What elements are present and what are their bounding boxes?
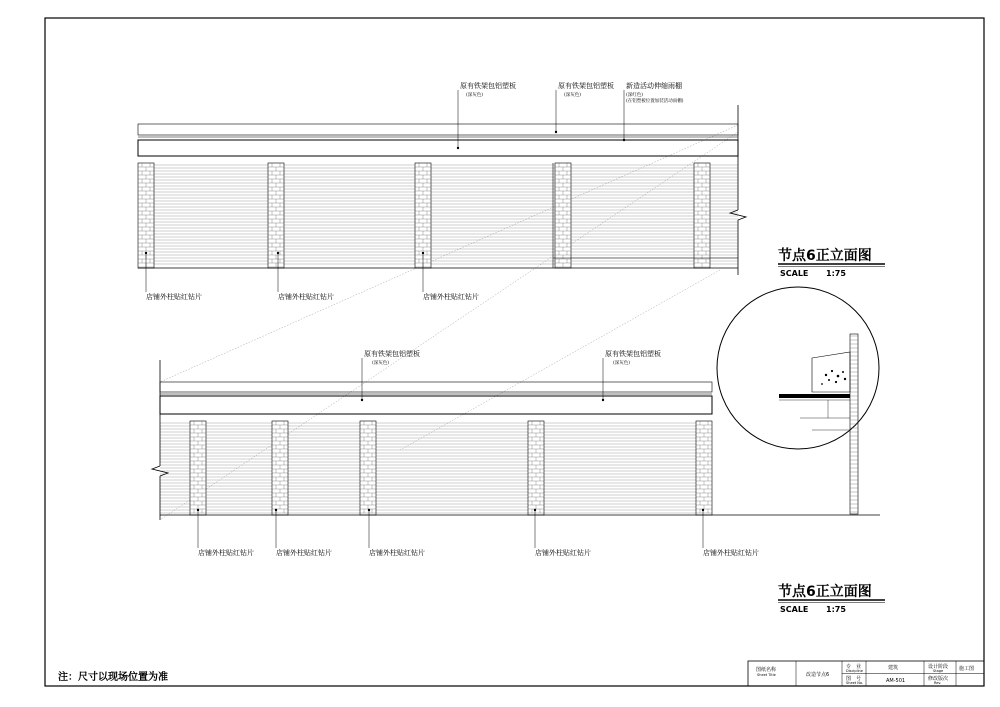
bottom-scale-value: 1:75 (826, 605, 846, 614)
bottom-callout-2-label: 原有铁架包铝塑板 (605, 350, 661, 358)
top-callout-1-sub: (深灰色) (466, 93, 484, 98)
tb-stage-value: 施工图 (959, 666, 975, 672)
top-pillars (138, 163, 710, 268)
bottom-pillar-label-1 (197, 509, 254, 557)
bottom-fascia (160, 396, 712, 414)
tb-sheet-title-label-en: Sheet Title (757, 673, 776, 677)
bottom-drawing-title: 节点6正立面图 (778, 584, 872, 600)
bottom-pillar-label-2 (275, 509, 332, 557)
top-elevation (138, 81, 885, 301)
top-scale-label: SCALE (780, 269, 809, 278)
bottom-pillar-label-3 (368, 509, 425, 557)
tb-rev-label: 修改版次 (928, 676, 949, 682)
top-callout-2 (555, 81, 614, 133)
top-callout-3 (623, 81, 684, 141)
bottom-callout-1-sub: (深灰色) (372, 361, 390, 366)
tb-discipline-value: 建筑 (888, 665, 899, 671)
top-scale-value: 1:75 (826, 269, 846, 278)
bottom-pillar-label-3-text: 店铺外柱贴红钻片 (369, 549, 425, 557)
bottom-pillar-label-5 (702, 509, 759, 557)
top-callout-1-label: 原有铁架包铝塑板 (460, 82, 516, 90)
top-callout-3-sub: (深红色) (626, 93, 644, 98)
top-fascia (138, 140, 738, 156)
bottom-callout-1 (361, 349, 420, 401)
tb-sheet-title-value: 改造节点6 (806, 672, 830, 678)
bottom-pillar-label-5-text: 店铺外柱贴红钻片 (703, 549, 759, 557)
tb-discipline-label: 专 业 (846, 664, 862, 670)
top-canopy-band (138, 124, 738, 135)
construction-lines (160, 125, 738, 520)
detail-fill-dots (821, 370, 846, 385)
top-drawing-title: 节点6正立面图 (778, 248, 872, 264)
bottom-callout-2 (602, 349, 661, 401)
top-callout-1 (457, 81, 516, 149)
top-pillar-label-1-text: 店铺外柱贴红钻片 (146, 293, 202, 301)
tb-rev-label-en: Rev. (934, 681, 942, 685)
tb-stage-label-en: Stage (933, 669, 944, 673)
top-pillar-label-2-text: 店铺外柱贴红钻片 (278, 293, 334, 301)
tb-sheet-no-label: 图 号 (846, 676, 862, 682)
bottom-pillar-label-2-text: 店铺外柱贴红钻片 (276, 549, 332, 557)
bottom-canopy-band (160, 382, 712, 392)
tb-sheet-no-value: AM-501 (886, 678, 906, 684)
bottom-shutter-area (160, 423, 712, 513)
tb-discipline-label-en: Discipline (846, 669, 863, 673)
tb-sheet-no-label-en: Sheet No. (846, 681, 864, 685)
site-note: 注：尺寸以现场位置为准 (58, 672, 168, 683)
top-callout-3-label: 新造活动伸缩雨棚 (626, 82, 682, 90)
tb-sheet-title-label: 图纸名称 (756, 667, 777, 673)
top-callout-3-sub2: (在铝塑板位置加装活动雨棚) (626, 99, 684, 104)
bottom-pillar-label-4-text: 店铺外柱贴红钻片 (535, 549, 591, 557)
top-pillar-label-3-text: 店铺外柱贴红钻片 (423, 293, 479, 301)
bottom-elevation (152, 349, 885, 614)
bottom-pillar-label-4 (534, 509, 591, 557)
bottom-callout-2-sub: (深灰色) (613, 361, 631, 366)
bottom-scale-label: SCALE (780, 605, 809, 614)
bottom-callout-1-label: 原有铁架包铝塑板 (364, 350, 420, 358)
top-pillar-label-2 (277, 252, 334, 301)
title-block (748, 661, 984, 686)
bottom-pillar-label-1-text: 店铺外柱贴红钻片 (198, 549, 254, 557)
top-shutter-area (138, 165, 738, 264)
tb-stage-label: 设计阶段 (928, 664, 949, 670)
detail-wall-hatch (850, 336, 858, 512)
top-callout-2-sub: (深灰色) (564, 93, 582, 98)
detail-circle (717, 287, 879, 514)
top-callout-2-label: 原有铁架包铝塑板 (558, 82, 614, 90)
